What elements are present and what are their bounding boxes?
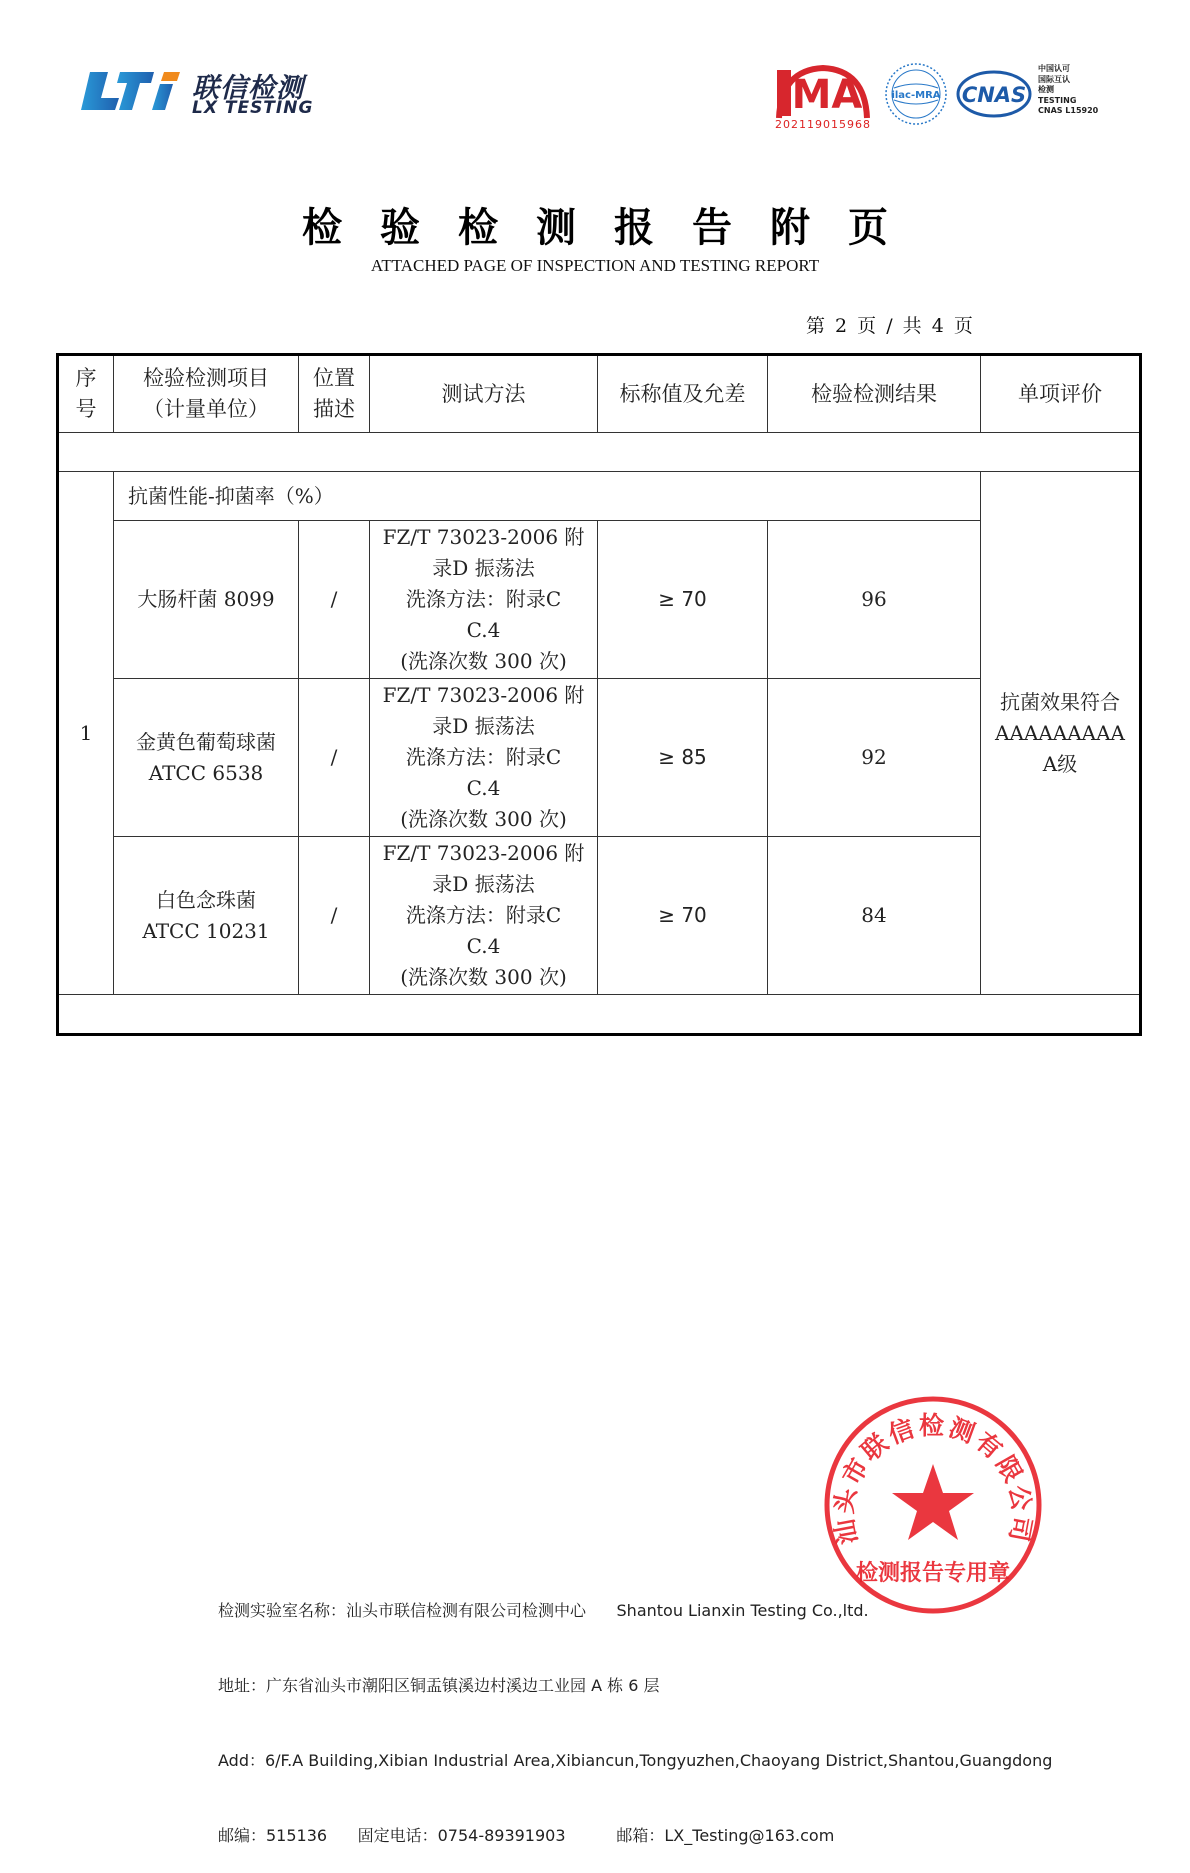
cnas-label: CNAS [961,83,1027,107]
item-cell: 白色念珠菌 ATCC 10231 [114,837,299,995]
page-indicator: 第 2 页 / 共 4 页 [806,315,973,337]
nominal-cell: ≥ 70 [598,521,768,679]
group-label: 抗菌性能-抑菌率（%） [114,472,981,521]
report-table [56,353,1142,1036]
method-cell: FZ/T 73023-2006 附 录D 振荡法 洗涤方法：附录C C.4 (洗涤次数 300 次) [370,837,598,995]
cma-number: 202119015968 [775,118,871,131]
cma-label: MA [791,72,863,118]
method-cell: FZ/T 73023-2006 附 录D 振荡法 洗涤方法：附录C C.4 (洗涤次数 300 次) [370,679,598,837]
group-row [58,472,1141,521]
cnas-accreditation-text [1038,64,1098,117]
cnas-icon [956,66,1032,122]
footer-lab-name: 检测实验室名称：汕头市联信检测有限公司检测中心 Shantou Lianxin Testing Co.,ltd. [218,1601,869,1620]
official-seal-icon [820,1392,1046,1618]
table-row [58,521,1141,679]
header-item: 检验检测项目（计量单位） [114,355,299,433]
evaluation-cell: 抗菌效果符合AAAAAAAAAA级 [981,472,1141,995]
company-logo [80,64,320,120]
header-seq: 序号 [58,355,114,433]
table-header-row [58,355,1141,433]
spacer-row [58,433,1141,472]
cnas-line: 中国认可 [1038,64,1070,73]
cnas-line: TESTING [1038,95,1077,105]
position-cell: / [299,679,370,837]
ilac-mra-icon [884,62,948,126]
footer-address-cn: 地址：广东省汕头市潮阳区铜盂镇溪边村溪边工业园 A 栋 6 层 [218,1676,660,1695]
spacer-row [58,995,1141,1035]
seq-cell: 1 [58,472,114,995]
logo-english-name: LX TESTING [192,98,314,118]
cnas-line: 国际互认 [1038,74,1070,84]
cnas-line: 检测 [1038,85,1054,94]
page-title: 检验检测报告附页 [302,204,926,251]
header-nominal: 标称值及允差 [598,355,768,433]
header-position: 位置描述 [299,355,370,433]
item-cell: 大肠杆菌 8099 [114,521,299,679]
nominal-cell: ≥ 85 [598,679,768,837]
method-cell: FZ/T 73023-2006 附 录D 振荡法 洗涤方法：附录C C.4 (洗涤次数 300 次) [370,521,598,679]
page-subtitle: ATTACHED PAGE OF INSPECTION AND TESTING REPORT [370,256,820,275]
result-cell: 96 [768,521,981,679]
seal-ring-text: 汕头市联信检测有限公司 [829,1411,1037,1547]
nominal-cell: ≥ 70 [598,837,768,995]
lti-logo-mark-icon [80,68,182,114]
footer-address-en: Add：6/F.A Building,Xibian Industrial Area,Xibiancun,Tongyuzhen,Chaoyang District,Shantou,Guangdong [218,1751,1053,1770]
logo-chinese-name: 联信检测 [192,73,304,104]
result-cell: 92 [768,679,981,837]
position-cell: / [299,521,370,679]
footer-contact: 邮编：515136 固定电话：0754-89391903 邮箱：LX_Testing@163.com [218,1826,835,1845]
seal-bottom-text: 检测报告专用章 [855,1560,1011,1586]
table-row [58,679,1141,837]
table-row [58,837,1141,995]
position-cell: / [299,837,370,995]
header-evaluation: 单项评价 [981,355,1141,433]
result-cell: 84 [768,837,981,995]
item-cell: 金黄色葡萄球菌 ATCC 6538 [114,679,299,837]
cnas-line: CNAS L15920 [1038,106,1099,115]
header-result: 检验检测结果 [768,355,981,433]
header-method: 测试方法 [370,355,598,433]
ilac-label: ilac-MRA [891,90,941,101]
